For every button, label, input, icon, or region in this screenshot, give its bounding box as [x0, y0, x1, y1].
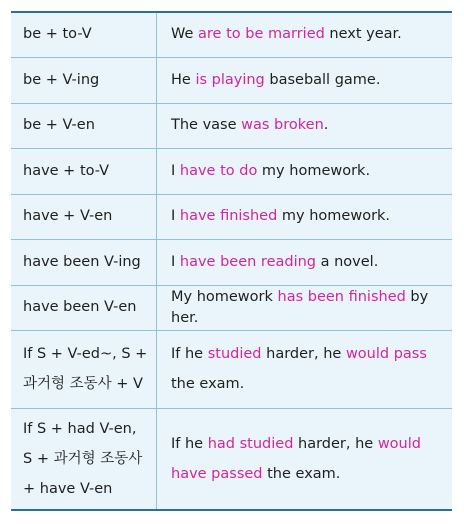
example-line	[171, 287, 446, 329]
example-line	[171, 161, 446, 182]
highlighted-phrase: are to be married	[198, 26, 325, 43]
sentence-text: the exam.	[171, 376, 245, 392]
structure-line: 과거형 조동사 + V	[23, 376, 143, 392]
highlighted-phrase: have to do	[179, 162, 258, 179]
sentence-text: I	[171, 253, 180, 270]
table-row	[11, 285, 452, 330]
sentence-text: the exam.	[262, 465, 341, 482]
structure-cell	[11, 330, 157, 408]
example-line	[171, 429, 446, 459]
example-cell	[157, 330, 453, 408]
example-line	[171, 252, 446, 273]
example-line	[171, 24, 446, 45]
grammar-table	[11, 11, 452, 511]
sentence-text: harder, he	[293, 435, 378, 452]
sentence-text: If he	[171, 346, 208, 362]
structure-line: be + to-V	[23, 26, 92, 43]
sentence-text: next year.	[324, 26, 402, 43]
sentence-text: The vase	[171, 117, 242, 133]
example-line	[171, 206, 446, 227]
example-line	[171, 70, 446, 91]
structure-cell	[11, 103, 157, 148]
structure-cell	[11, 285, 157, 330]
example-line	[171, 369, 446, 399]
structure-line: If S + had V-en,	[23, 420, 137, 437]
sentence-text: We	[171, 26, 199, 43]
sentence-text: If he	[171, 435, 208, 452]
example-cell	[157, 239, 453, 285]
sentence-text: baseball game.	[264, 71, 381, 88]
structure-line: have been V-ing	[23, 253, 141, 270]
structure-cell	[11, 57, 157, 103]
sentence-text: my homework.	[277, 208, 391, 224]
sentence-text: my homework.	[257, 162, 371, 179]
structure-line: S + 과거형 조동사	[23, 450, 143, 467]
sentence-text: I	[171, 208, 180, 224]
sentence-text: He	[171, 71, 196, 88]
sentence-text: My homework	[171, 288, 278, 305]
table-row	[11, 57, 452, 103]
highlighted-phrase: studied	[207, 346, 262, 362]
structure-line: + have V-en	[23, 480, 113, 497]
table-row	[11, 103, 452, 148]
table-row	[11, 194, 452, 239]
sentence-text: .	[323, 117, 329, 133]
example-cell	[157, 103, 453, 148]
table-body	[11, 12, 452, 510]
highlighted-phrase: is playing	[195, 71, 265, 88]
table-row	[11, 12, 452, 57]
structure-line: have + to-V	[23, 162, 110, 179]
structure-cell	[11, 194, 157, 239]
structure-line: If S + V-ed~, S +	[23, 346, 148, 362]
example-line	[171, 339, 446, 369]
highlighted-phrase: had studied	[207, 435, 294, 452]
example-cell	[157, 12, 453, 57]
sentence-text: by her.	[171, 288, 429, 326]
example-cell	[157, 148, 453, 194]
structure-line: be + V-en	[23, 117, 95, 133]
table-row	[11, 239, 452, 285]
structure-line: have + V-en	[23, 208, 113, 224]
sentence-text: a novel.	[316, 253, 379, 270]
sentence-text: harder, he	[261, 346, 346, 362]
example-cell	[157, 408, 453, 510]
table-row	[11, 148, 452, 194]
highlighted-phrase: would	[377, 435, 421, 452]
structure-line: have been V-en	[23, 299, 137, 315]
structure-cell	[11, 239, 157, 285]
example-line	[171, 115, 446, 136]
table-row	[11, 330, 452, 408]
example-line	[171, 459, 446, 489]
example-cell	[157, 194, 453, 239]
highlighted-phrase: have passed	[171, 465, 263, 482]
highlighted-phrase: have been reading	[179, 253, 316, 270]
example-cell	[157, 285, 453, 330]
structure-cell	[11, 12, 157, 57]
highlighted-phrase: was broken	[241, 117, 324, 133]
structure-cell	[11, 148, 157, 194]
structure-line: be + V-ing	[23, 71, 100, 88]
highlighted-phrase: have finished	[179, 208, 278, 224]
table-row	[11, 408, 452, 510]
example-cell	[157, 57, 453, 103]
structure-cell	[11, 408, 157, 510]
highlighted-phrase: would pass	[345, 346, 427, 362]
highlighted-phrase: has been finished	[277, 288, 406, 305]
sentence-text: I	[171, 162, 180, 179]
